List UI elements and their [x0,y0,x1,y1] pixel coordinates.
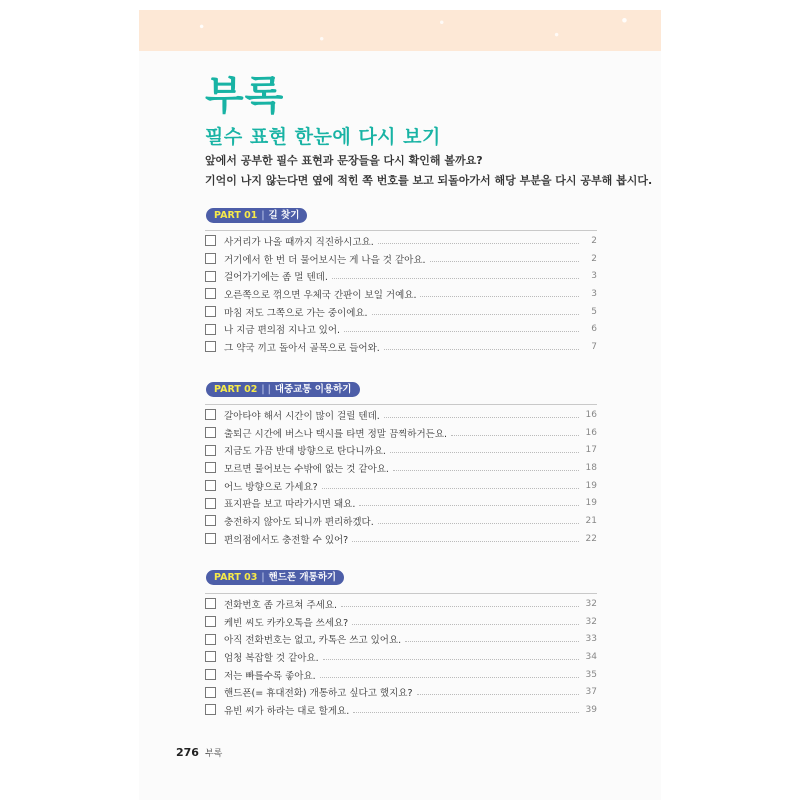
expression-text: 걸어가기에는 좀 멀 텐데. [224,272,328,284]
part-label-2 [206,382,360,397]
intro-line-1: 앞에서 공부한 필수 표현과 문장들을 다시 확인해 볼까요? [205,154,483,167]
part-title: 대중교통 이용하기 [274,384,352,395]
expression-text: 유빈 씨가 하라는 대로 할게요. [224,705,350,717]
page-reference: 5 [591,306,597,317]
leader-dots [430,260,579,262]
list-item [205,424,597,442]
intro-line-2: 기억이 나지 않는다면 옆에 적힌 쪽 번호를 보고 되돌아가서 해당 부분을 다시 공부해 봅시다. [205,174,653,187]
checkbox[interactable] [205,271,216,282]
expression-text: 마침 저도 그쪽으로 가는 중이에요. [224,307,368,319]
page-subtitle: 필수 표현 한눈에 다시 보기 [205,126,441,148]
page-reference: 34 [585,651,597,662]
list-item [205,406,597,424]
leader-dots [344,330,579,332]
checkbox[interactable] [205,235,216,246]
expression-text: 오른쪽으로 꺾으면 우체국 간판이 보일 거예요. [224,289,417,301]
page-title: 부록 [205,73,285,119]
leader-dots [417,693,579,695]
list-item [205,303,597,321]
expression-text: 핸드폰(= 휴대전화) 개통하고 싶다고 했지요? [224,688,413,700]
expression-text: 엄청 복잡할 것 같아요. [224,652,319,664]
checkbox[interactable] [205,462,216,473]
list-item [205,683,597,701]
list-item [205,648,597,666]
part-title: 핸드폰 개통하기 [268,572,337,583]
page-reference: 19 [585,480,597,491]
page-reference: 3 [591,288,597,299]
part-separator: | [261,210,265,221]
checkbox[interactable] [205,480,216,491]
expression-list [205,595,597,719]
leader-dots [359,504,579,506]
page-reference: 21 [585,515,597,526]
leader-dots [420,295,579,297]
page-reference: 33 [585,634,597,645]
leader-dots [323,658,579,660]
book-page [139,10,661,800]
list-item [205,666,597,684]
page-reference: 17 [585,445,597,456]
expression-text: 어느 방향으로 가세요? [224,481,318,493]
leader-dots [378,522,579,524]
part-separator: | | [261,384,271,395]
page-reference: 2 [591,235,597,246]
list-item [205,338,597,356]
leader-dots [405,640,579,642]
expression-text: 사거리가 나올 때까지 직진하시고요. [224,236,374,248]
page-reference: 39 [585,704,597,715]
checkbox[interactable] [205,533,216,544]
checkbox[interactable] [205,704,216,715]
page-reference: 7 [591,341,597,352]
leader-dots [322,487,579,489]
leader-dots [341,605,579,607]
footer-page-number: 276 [176,746,199,759]
list-item [205,267,597,285]
part-title: 길 찾기 [268,210,300,221]
list-item [205,459,597,477]
list-item [205,477,597,495]
list-item [205,285,597,303]
leader-dots [332,277,579,279]
checkbox[interactable] [205,445,216,456]
expression-text: 그 약국 끼고 돌아서 골목으로 들어와. [224,342,380,354]
divider [205,404,597,405]
leader-dots [390,451,579,453]
leader-dots [378,242,579,244]
expression-text: 충전하지 않아도 되니까 편리하겠다. [224,516,374,528]
expression-text: 표지판을 보고 따라가시면 돼요. [224,499,356,511]
checkbox[interactable] [205,341,216,352]
leader-dots [320,676,579,678]
part-label-1 [206,208,307,223]
checkbox[interactable] [205,651,216,662]
page-reference: 19 [585,498,597,509]
page-reference: 37 [585,687,597,698]
expression-text: 편의점에서도 충전할 수 있어? [224,534,349,546]
checkbox[interactable] [205,409,216,420]
leader-dots [352,623,579,625]
leader-dots [384,416,579,418]
page-reference: 32 [585,598,597,609]
expression-text: 아직 전화번호는 없고, 카톡은 쓰고 있어요. [224,635,402,647]
list-item [205,512,597,530]
leader-dots [353,711,579,713]
checkbox[interactable] [205,634,216,645]
list-item [205,701,597,719]
leader-dots [393,469,579,471]
expression-text: 갈아타야 해서 시간이 많이 걸릴 텐데. [224,410,380,422]
list-item [205,630,597,648]
part-number: PART 01 [214,210,258,221]
divider [205,593,597,594]
part-label-3 [206,570,344,585]
page-reference: 16 [585,427,597,438]
checkbox[interactable] [205,616,216,627]
checkbox[interactable] [205,669,216,680]
expression-text: 나 지금 편의점 지나고 있어. [224,325,341,337]
list-item [205,613,597,631]
checkbox[interactable] [205,427,216,438]
page-reference: 18 [585,462,597,473]
divider [205,230,597,231]
checkbox[interactable] [205,498,216,509]
expression-text: 전화번호 좀 가르쳐 주세요. [224,599,338,611]
expression-list [205,406,597,548]
expression-text: 모르면 물어보는 수밖에 없는 것 같아요. [224,463,389,475]
expression-text: 출퇴근 시간에 버스나 택시를 타면 정말 끔찍하거든요. [224,428,448,440]
leader-dots [372,313,579,315]
expression-text: 저는 빠를수록 좋아요. [224,670,316,682]
page-reference: 6 [591,324,597,335]
list-item [205,232,597,250]
page-reference: 2 [591,253,597,264]
list-item [205,320,597,338]
list-item [205,595,597,613]
expression-text: 지금도 가끔 반대 방향으로 탄다니까요. [224,446,386,458]
checkbox[interactable] [205,515,216,526]
list-item [205,441,597,459]
expression-text: 거기에서 한 번 더 물어보시는 게 나을 것 같아요. [224,254,426,266]
expression-list [205,232,597,356]
expression-text: 케빈 씨도 카카오톡을 쓰세요? [224,617,349,629]
header-banner [139,10,661,51]
list-item [205,250,597,268]
page-reference: 3 [591,271,597,282]
checkbox[interactable] [205,288,216,299]
checkbox[interactable] [205,306,216,317]
page-footer [176,746,222,759]
footer-section: 부록 [204,749,223,759]
page-reference: 32 [585,616,597,627]
part-number: PART 03 [214,572,258,583]
leader-dots [451,434,579,436]
part-separator: | [261,572,265,583]
page-reference: 35 [585,669,597,680]
page-reference: 22 [585,533,597,544]
page-reference: 16 [585,409,597,420]
leader-dots [352,540,579,542]
checkbox[interactable] [205,324,216,335]
list-item [205,530,597,548]
leader-dots [384,348,579,350]
part-number: PART 02 [214,384,258,395]
checkbox[interactable] [205,598,216,609]
checkbox[interactable] [205,253,216,264]
checkbox[interactable] [205,687,216,698]
list-item [205,494,597,512]
